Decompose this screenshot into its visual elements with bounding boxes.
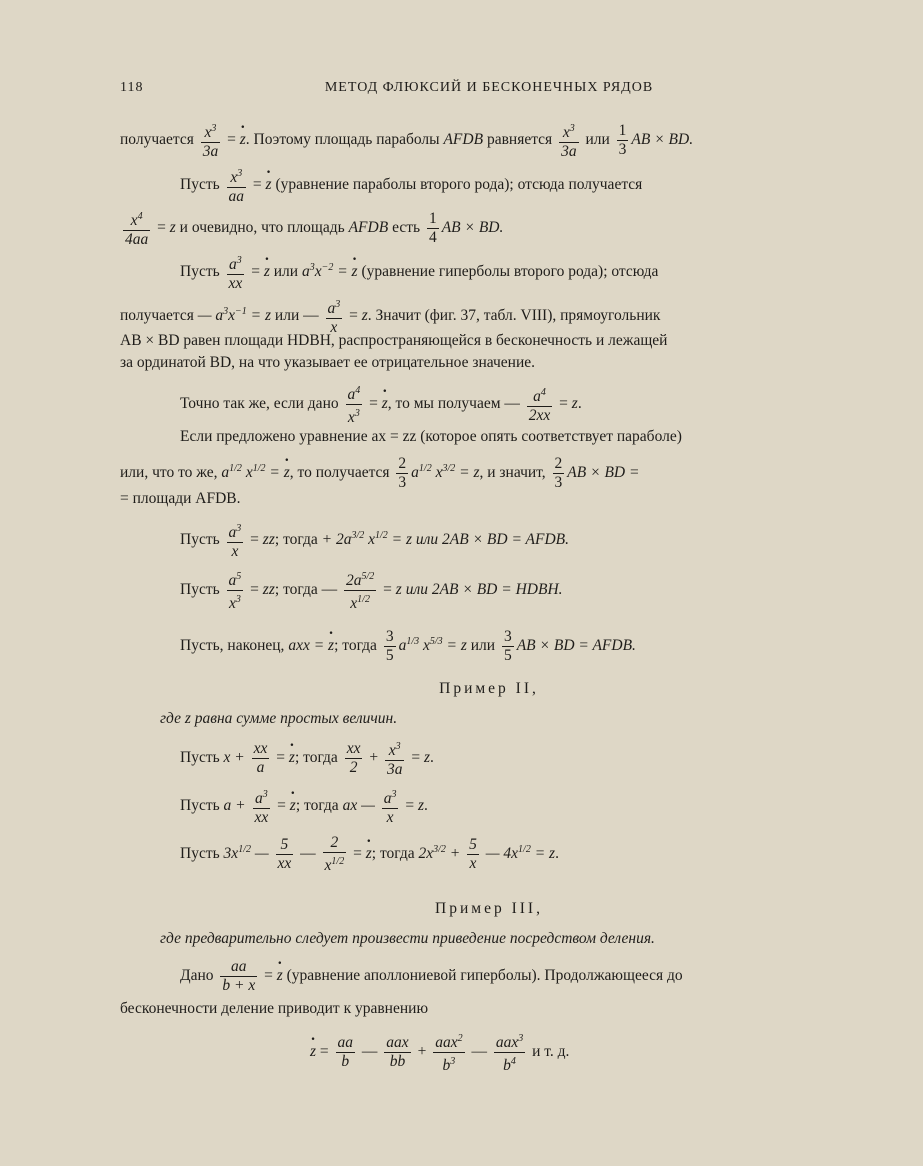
text-line: за ординатой BD, на что указывает ее отрицательное значение. bbox=[120, 354, 536, 371]
section-subtitle: где z равна сумме простых величин. bbox=[160, 710, 398, 727]
section-heading: Пример II, bbox=[439, 680, 539, 697]
running-head: МЕТОД ФЛЮКСИЙ И БЕСКОНЕЧНЫХ РЯДОВ bbox=[324, 80, 654, 95]
text-line: Пусть a + $\frac{a^3}{xx}$ = · z; тогда ax — $\frac{a^3}{x}$ = z. bbox=[180, 786, 858, 827]
text-line: $\frac{x^4}{4aa}$ = z и очевидно, что площадь AFDB есть $\frac{1}{4}$ AB × BD. bbox=[120, 208, 858, 249]
text-line: Пусть $\frac{a^5}{x^3}$ = zz; тогда — $\frac{2a^{5/2}}{x^{1/2}}$ = z или 2AB × BD = HDBH. bbox=[180, 568, 858, 613]
page-number: 118 bbox=[120, 80, 144, 95]
section-heading: Пример III, bbox=[435, 900, 543, 917]
text-line: Точно так же, если дано $\frac{a^4}{x^3}$ = · z, то мы получаем — $\frac{a^4}{2xx}$ = z. bbox=[180, 382, 858, 427]
section-subtitle: где предварительно следует произвести приведение посредством деления. bbox=[160, 930, 655, 947]
text-line: получается — $a^3x^{-1} = z$ или — $\frac{a^3}{x}$ = z. Значит (фиг. 37, табл. VIII), прямоугольник bbox=[120, 296, 858, 337]
text-line: = площади AFDB. bbox=[120, 490, 241, 507]
text-line: бесконечности деление приводит к уравнению bbox=[120, 1000, 429, 1017]
text-line: · z = $\frac{aa}{b}$ — aax bb + aax$^2$ $b^3$ — aax$^3$ $b^4$ и т. д. bbox=[310, 1030, 858, 1075]
text-line: Пусть $\frac{a^3}{xx}$ = · z или $a^3x^{-2}$ = · z (уравнение гиперболы второго рода); отсюда bbox=[180, 252, 858, 293]
text-line: Пусть x + $\frac{xx}{a}$ = · z; тогда $\frac{xx}{2}$ + $\frac{x^3}{3a}$ = z. bbox=[180, 738, 858, 779]
text-line: Дано $\frac{aa}{b + x}$ = · z (уравнение аполлониевой гиперболы). Продолжающееся до bbox=[180, 958, 858, 995]
text-line: Пусть $\frac{x^3}{aa}$ = · z (уравнение параболы второго рода); отсюда получается bbox=[180, 165, 858, 206]
text-line: получается $\frac{x^3}{3a}$ = · z. Поэтому площадь параболы AFDB равняется $\frac{x^3}{3a}$ или $\frac{1}{3}$ AB × BD. bbox=[120, 120, 858, 161]
text-line: AB × BD равен площади HDBH, распространяющейся в бесконечность и лежащей bbox=[120, 332, 668, 349]
text-line: или, что то же, $a^{1/2}$ $x^{1/2}$ = · z, то получается $\frac{2}{3}$ $a^{1/2}$ $x^{3/2} = z$, и значит, $\frac{2}{3}$ AB × BD = bbox=[120, 455, 858, 492]
text-line: Пусть $\frac{a^3}{x}$ = zz; тогда + $2a^{3/2}$ $x^{1/2} = z$ или 2AB × BD = AFDB. bbox=[180, 520, 858, 561]
text-line: Пусть $3x^{1/2}$ — $\frac{5}{xx}$ — $\frac{2}{x^{1/2}}$ = · z; тогда $2x^{3/2}$ + $\frac{5}{x}$ — $4x^{1/2} = z$. bbox=[180, 834, 858, 875]
text-line: Если предложено уравнение ax = zz (которое опять соответствует параболе) bbox=[180, 428, 682, 445]
text-line: Пусть, наконец, axx = · z; тогда $\frac{3}{5}$ $a^{1/3}$ $x^{5/3} = z$ или $\frac{3}{5}$ AB × BD = AFDB. bbox=[180, 628, 858, 665]
